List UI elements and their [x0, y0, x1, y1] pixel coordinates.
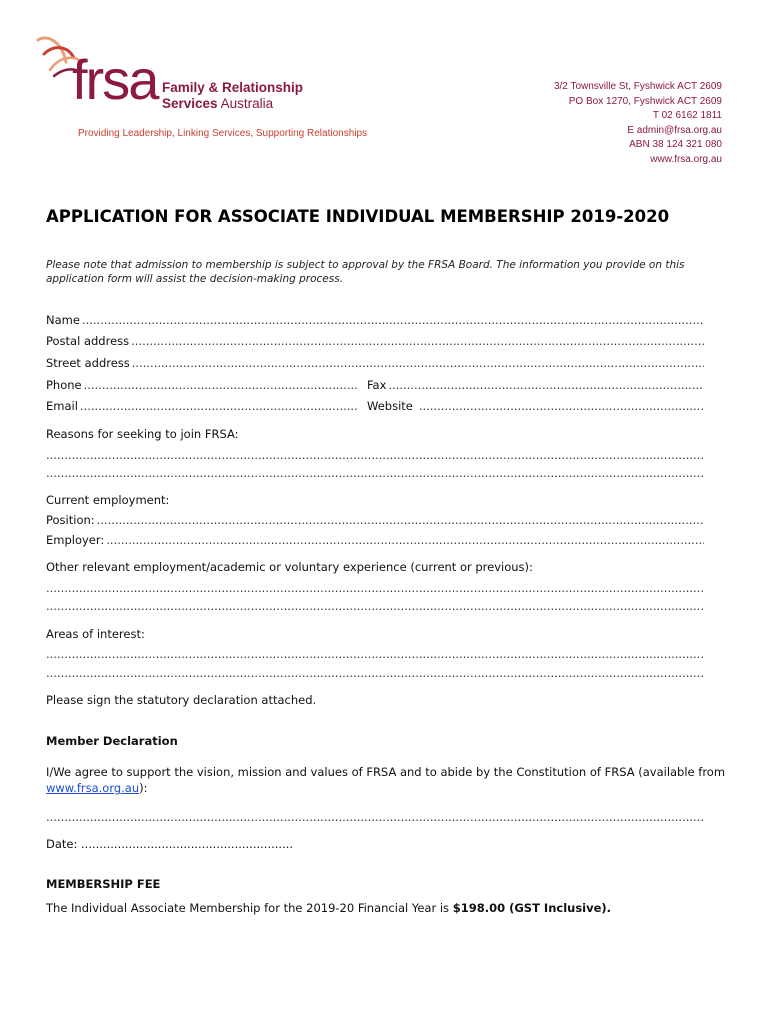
interest-line-2[interactable]: [46, 665, 704, 681]
reasons-line-1[interactable]: [46, 447, 704, 463]
contact-block: [554, 80, 722, 167]
contact-po-box: PO Box 1270, Fyshwick ACT 2609: [568, 95, 722, 107]
fax-label: Fax: [367, 378, 387, 392]
street-address-label: Street address: [46, 356, 130, 370]
tagline: Providing Leadership, Linking Services, Supporting Relationships: [78, 128, 368, 139]
phone-label: Phone: [46, 378, 82, 392]
areas-of-interest-label: Areas of interest:: [46, 627, 145, 641]
fee-amount: $198.00 (GST Inclusive).: [452, 901, 612, 915]
contact-address: 3/2 Townsville St, Fyshwick ACT 2609: [553, 81, 722, 92]
current-employment-label: Current employment:: [46, 493, 170, 507]
page-title: APPLICATION FOR ASSOCIATE INDIVIDUAL MEMBERSHIP 2019-2020: [46, 207, 670, 226]
declaration-text-before: I/We agree to support the vision, mission and values of FRSA and to abide by the Constitution of FRSA (available from: [46, 765, 726, 779]
phone-fax-row: [46, 377, 704, 393]
name-field[interactable]: [46, 312, 704, 328]
org-name-line2-bold: Services: [162, 96, 218, 111]
phone-field[interactable]: [46, 377, 359, 393]
fee-text: The Individual Associate Membership for the 2019-20 Financial Year is: [46, 901, 453, 915]
email-website-row: [46, 398, 704, 414]
experience-line-2[interactable]: [46, 598, 704, 614]
email-label: Email: [46, 399, 78, 413]
sign-declaration-note: Please sign the statutory declaration attached.: [46, 693, 317, 707]
approval-note: Please note that admission to membership is subject to approval by the FRSA Board. The information you provide on this application form will assist the decision-making process.: [46, 259, 685, 285]
frsa-logo-wordmark: frsa: [72, 48, 158, 111]
contact-email: E admin@frsa.org.au: [627, 124, 722, 136]
fax-field[interactable]: [367, 377, 704, 393]
street-address-field[interactable]: [46, 355, 704, 371]
name-label: Name: [46, 313, 80, 327]
position-field[interactable]: [46, 512, 704, 528]
website-label: Website: [367, 399, 413, 413]
position-label: Position:: [46, 513, 95, 527]
employer-label: Employer:: [46, 533, 105, 547]
declaration-text: [46, 764, 726, 796]
frsa-website-link[interactable]: www.frsa.org.au: [46, 781, 140, 795]
email-field[interactable]: [46, 398, 359, 414]
date-dots: ..........................................................: [81, 837, 294, 851]
membership-fee-text: [46, 900, 611, 916]
org-name-line2-rest: Australia: [217, 96, 274, 111]
employer-field[interactable]: [46, 532, 704, 548]
contact-website: www.frsa.org.au: [650, 153, 722, 165]
org-name-line1: Family & Relationship: [162, 80, 304, 95]
membership-fee-heading: MEMBERSHIP FEE: [46, 877, 161, 891]
declaration-text-after: ):: [139, 781, 148, 795]
contact-phone: T 02 6162 1811: [652, 110, 722, 121]
date-label: Date:: [46, 837, 82, 851]
organisation-name: [162, 80, 332, 112]
reasons-label: Reasons for seeking to join FRSA:: [46, 427, 239, 441]
reasons-line-2[interactable]: [46, 465, 704, 481]
website-field[interactable]: [367, 398, 704, 414]
experience-label: Other relevant employment/academic or voluntary experience (current or previous):: [46, 560, 533, 574]
signature-line[interactable]: [46, 809, 704, 825]
date-field[interactable]: [46, 836, 293, 852]
postal-address-field[interactable]: [46, 333, 704, 349]
contact-abn: ABN 38 124 321 080: [629, 139, 722, 150]
interest-line-1[interactable]: [46, 646, 704, 662]
experience-line-1[interactable]: [46, 580, 704, 596]
member-declaration-heading: Member Declaration: [46, 734, 178, 748]
postal-address-label: Postal address: [46, 334, 130, 348]
